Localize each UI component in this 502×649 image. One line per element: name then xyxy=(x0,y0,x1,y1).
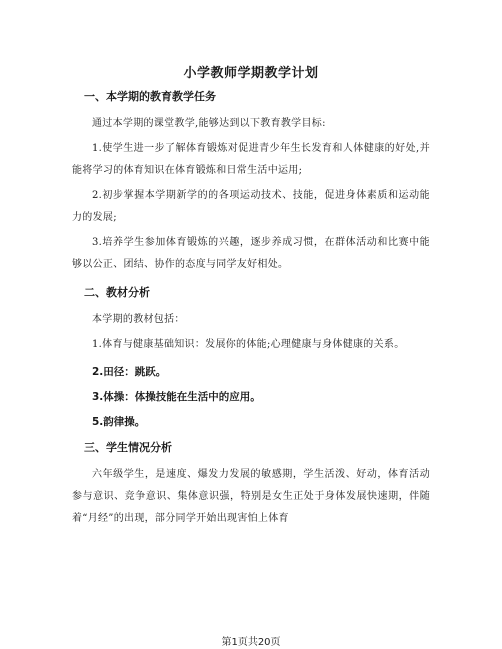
material-item: 3.体操：体操技能在生活中的应用。 xyxy=(92,391,261,403)
section-heading-tasks: 一、本学期的教育教学任务 xyxy=(84,90,216,103)
section-heading-students: 三、学生情况分析 xyxy=(84,441,172,454)
goal-item: 1.使学生进一步了解体育锻炼对促进青少年生长发育和人体健康的好处,并能将学习的体育知识在体育锻炼和日常生活中运用; xyxy=(72,143,430,176)
document-body xyxy=(72,88,430,533)
section-heading-materials: 二、教材分析 xyxy=(84,286,150,299)
goal-item: 2.初步掌握本学期新学的的各项运动技术、技能，促进身体素质和运动能力的发展; xyxy=(72,190,430,223)
material-item: 1.体育与健康基础知识：发展你的体能;心理健康与身体健康的关系。 xyxy=(92,339,405,350)
student-analysis-paragraph: 六年级学生，是速度、爆发力发展的敏感期，学生活泼、好动，体育活动参与意识、竞争意识、集体意识强，特别是女生正处于身体发展快速期，伴随着“月经”的出现，部分同学开始出现害怕上体育 xyxy=(72,469,430,524)
page-number: 第1页共20页 xyxy=(221,637,281,648)
section-intro: 本学期的教材包括： xyxy=(92,314,185,325)
document-title: 小学教师学期教学计划 xyxy=(183,66,319,81)
material-item: 5.韵律操。 xyxy=(92,416,146,428)
material-item: 2.田径：跳跃。 xyxy=(92,366,167,378)
goal-item: 3.培养学生参加体育锻炼的兴趣，逐步养成习惯，在群体活动和比赛中能够以公正、团结、协作的态度与同学友好相处。 xyxy=(72,237,430,270)
section-intro: 通过本学期的课堂教学,能够达到以下教育教学目标: xyxy=(92,118,326,129)
